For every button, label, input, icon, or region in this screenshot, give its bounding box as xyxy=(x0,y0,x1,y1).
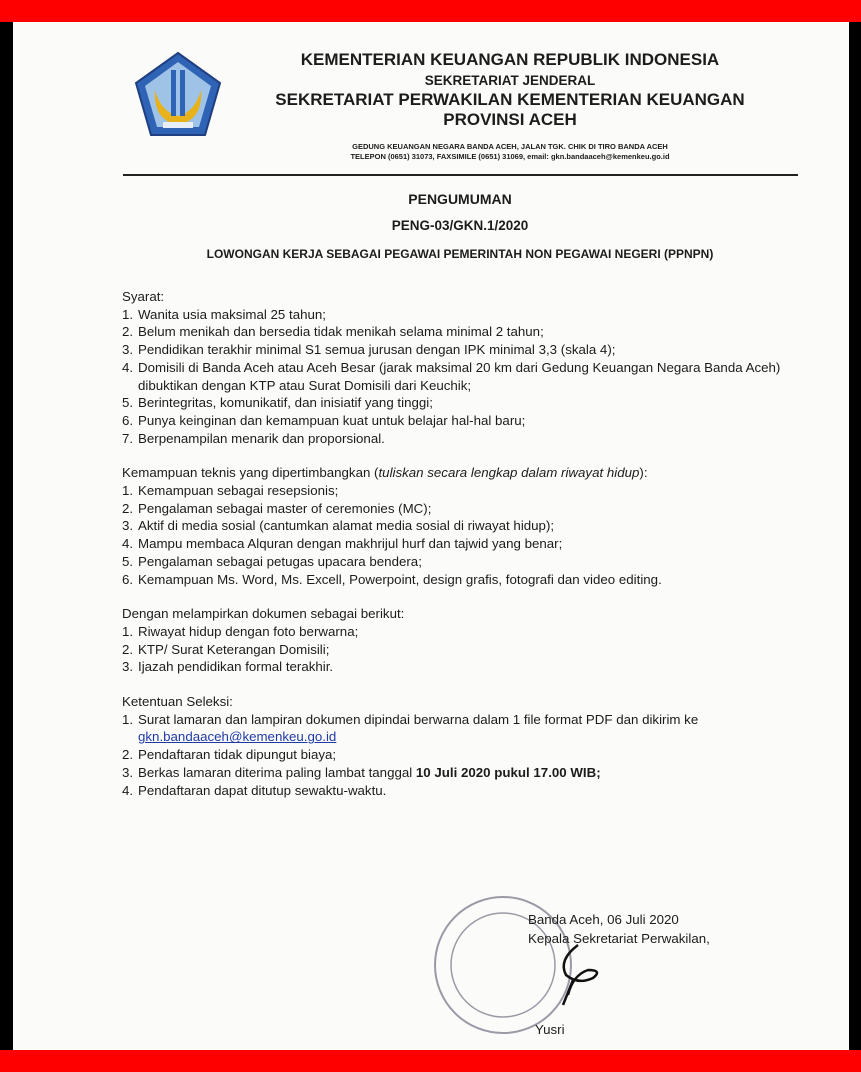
announcement-title: PENGUMUMAN xyxy=(408,191,512,207)
list-item: 6. Punya keinginan dan kemampuan kuat untuk belajar hal-hal baru; xyxy=(122,412,526,428)
bottom-border xyxy=(0,1050,861,1072)
section-heading: Dengan melampirkan dokumen sebagai berikut: xyxy=(122,606,405,622)
announcement-number: PENG-03/GKN.1/2020 xyxy=(391,218,529,233)
announcement-subject: LOWONGAN KERJA SEBAGAI PEGAWAI PEMERINTAH NON PEGAWAI NEGERI (PPNPN) xyxy=(206,247,714,261)
signature-date: Banda Aceh, 06 Juli 2020 xyxy=(528,912,679,927)
section-heading: Syarat: xyxy=(122,289,165,304)
list-item: 3. Ijazah pendidikan formal terakhir. xyxy=(122,659,334,675)
list-item: 2. Pendaftaran tidak dipungut biaya; xyxy=(122,747,337,763)
list-item: 2. Belum menikah dan bersedia tidak menikah selama minimal 2 tahun; xyxy=(122,324,544,340)
list-item: 1. Wanita usia maksimal 25 tahun; xyxy=(122,306,326,322)
signature-position: Kepala Sekretariat Perwakilan, xyxy=(528,931,710,946)
list-item: 1. Surat lamaran dan lampiran dokumen dipindai berwarna dalam 1 file format PDF dan dikirim ke gkn.bandaaceh@kemenkeu.go.id xyxy=(122,711,699,745)
announcement-body xyxy=(122,288,782,816)
contact-line: TELEPON (0651) 31073, FAXSIMILE (0651) 31069, email: gkn.bandaaceh@kemenkeu.go.id xyxy=(350,152,670,161)
list-item: 5. Pengalaman sebagai petugas upacara bendera; xyxy=(122,553,422,569)
email-link[interactable]: gkn.bandaaceh@kemenkeu.go.id xyxy=(138,729,337,745)
list-item: 6. Kemampuan Ms. Word, Ms. Excell, Powerpoint, design grafis, fotografi dan video editing. xyxy=(122,571,662,587)
section-ketentuan xyxy=(122,693,782,799)
list-item: 1. Riwayat hidup dengan foto berwarna; xyxy=(122,623,359,639)
section-heading: Ketentuan Seleksi: xyxy=(122,694,233,710)
header-province: PROVINSI ACEH xyxy=(443,110,577,129)
list-item: 4. Mampu membaca Alquran dengan makhrijul hurf dan tajwid yang benar; xyxy=(122,536,563,552)
list-item: 1. Kemampuan sebagai resepsionis; xyxy=(122,483,339,499)
section-kemampuan xyxy=(122,464,782,588)
header-address xyxy=(180,142,840,162)
section-heading: Kemampuan teknis yang dipertimbangkan (tuliskan secara lengkap dalam riwayat hidup): xyxy=(122,465,648,481)
section-dokumen xyxy=(122,605,782,676)
handwritten-signature-icon xyxy=(548,940,608,1010)
list-item: 3. Berkas lamaran diterima paling lambat tanggal 10 Juli 2020 pukul 17.00 WIB; xyxy=(122,764,601,780)
list-item: 2. Pengalaman sebagai master of ceremonies (MC); xyxy=(122,500,432,516)
header-secretariat: SEKRETARIAT JENDERAL xyxy=(424,73,596,88)
signatory-name: Yusri xyxy=(535,1022,565,1037)
list-item: 5. Berintegritas, komunikatif, dan inisiatif yang tinggi; xyxy=(122,395,433,411)
header-divider xyxy=(123,174,798,176)
section-syarat xyxy=(122,288,782,447)
list-item: 7. Berpenampilan menarik dan proporsional. xyxy=(122,430,385,446)
header-ministry: KEMENTERIAN KEUANGAN REPUBLIK INDONESIA xyxy=(300,50,720,69)
list-item: 3. Pendidikan terakhir minimal S1 semua jurusan dengan IPK minimal 3,3 (skala 4); xyxy=(122,342,616,358)
list-item: 4. Domisili di Banda Aceh atau Aceh Besar (jarak maksimal 20 km dari Gedung Keuangan Negara Banda Aceh) dibuktikan dengan KTP atau Surat Domisili dari Keuchik; xyxy=(122,359,781,393)
address-line: GEDUNG KEUANGAN NEGARA BANDA ACEH, JALAN TGK. CHIK DI TIRO BANDA ACEH xyxy=(352,142,668,151)
list-item: 2. KTP/ Surat Keterangan Domisili; xyxy=(122,641,330,657)
list-item: 4. Pendaftaran dapat ditutup sewaktu-waktu. xyxy=(122,782,387,798)
top-border xyxy=(0,0,861,22)
list-item: 3. Aktif di media sosial (cantumkan alamat media sosial di riwayat hidup); xyxy=(122,518,555,534)
header-office: SEKRETARIAT PERWAKILAN KEMENTERIAN KEUANGAN xyxy=(275,90,745,109)
